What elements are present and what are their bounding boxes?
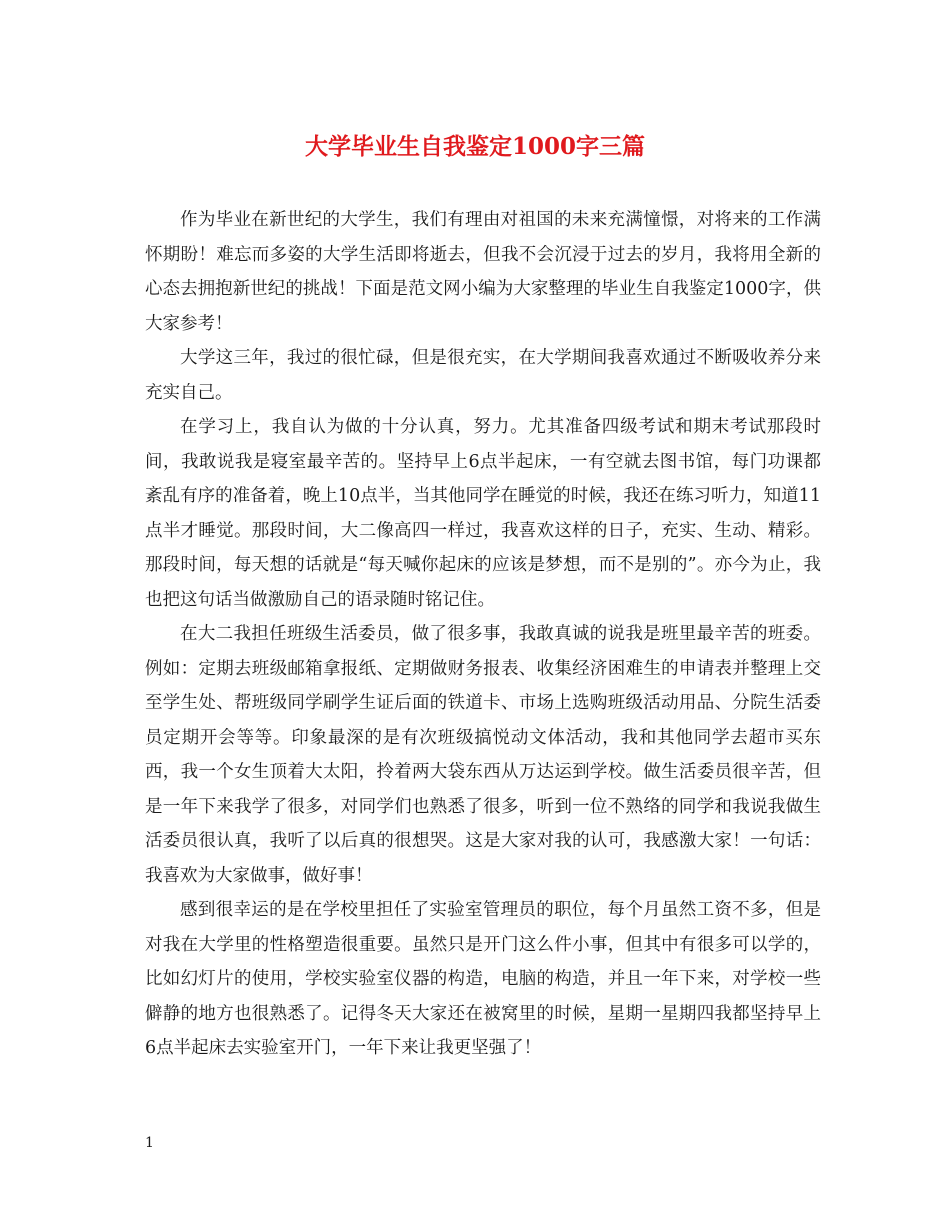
paragraph-study: 在学习上，我自认为做的十分认真，努力。尤其准备四级考试和期末考试那段时间，我敢说我是寝室最辛苦的。坚持早上6点半起床，一有空就去图书馆，每门功课都紊乱有序的准备着，晚上10点半，当其他同学在睡觉的时候，我还在练习听力，知道11点半才睡觉。那段时间，大二像高四一样过，我喜欢这样的日子，充实、生动、精彩。那段时间，每天想的话就是“每天喊你起床的应该是梦想，而不是别的”。亦今为止，我也把这句话当做激励自己的语录随时铭记住。 [145, 417, 821, 610]
page-number: 1 [145, 1135, 154, 1151]
document-title: 大学毕业生自我鉴定1000字三篇 [304, 133, 645, 160]
paragraph-class-committee: 在大二我担任班级生活委员，做了很多事，我敢真诚的说我是班里最辛苦的班委。例如：定期去班级邮箱拿报纸、定期做财务报表、收集经济困难生的申请表并整理上交至学生处、帮班级同学刷学生证后面的铁道卡、市场上选购班级活动用品、分院生活委员定期开会等等。印象最深的是有次班级搞悦动文体活动，我和其他同学去超市买东西，我一个女生顶着大太阳，拎着两大袋东西从万达运到学校。做生活委员很辛苦，但是一年下来我学了很多，对同学们也熟悉了很多，听到一位不熟络的同学和我说我做生活委员很认真，我听了以后真的很想哭。这是大家对我的认可，我感激大家！一句话：我喜欢为大家做事，做好事！ [145, 624, 821, 886]
paragraph-intro: 作为毕业在新世纪的大学生，我们有理由对祖国的未来充满憧憬，对将来的工作满怀期盼！难忘而多姿的大学生活即将逝去，但我不会沉浸于过去的岁月，我将用全新的心态去拥抱新世纪的挑战！下面是范文网小编为大家整理的毕业生自我鉴定1000字，供大家参考！ [145, 210, 821, 334]
document-body [145, 203, 821, 1066]
paragraph-university-life: 大学这三年，我过的很忙碌，但是很充实，在大学期间我喜欢通过不断吸收养分来充实自己。 [145, 348, 821, 403]
paragraph-lab-manager: 感到很幸运的是在学校里担任了实验室管理员的职位，每个月虽然工资不多，但是对我在大学里的性格塑造很重要。虽然只是开门这么件小事，但其中有很多可以学的，比如幻灯片的使用，学校实验室仪器的构造，电脑的构造，并且一年下来，对学校一些僻静的地方也很熟悉了。记得冬天大家还在被窝里的时候，星期一星期四我都坚持早上6点半起床去实验室开门，一年下来让我更坚强了！ [145, 900, 821, 1058]
